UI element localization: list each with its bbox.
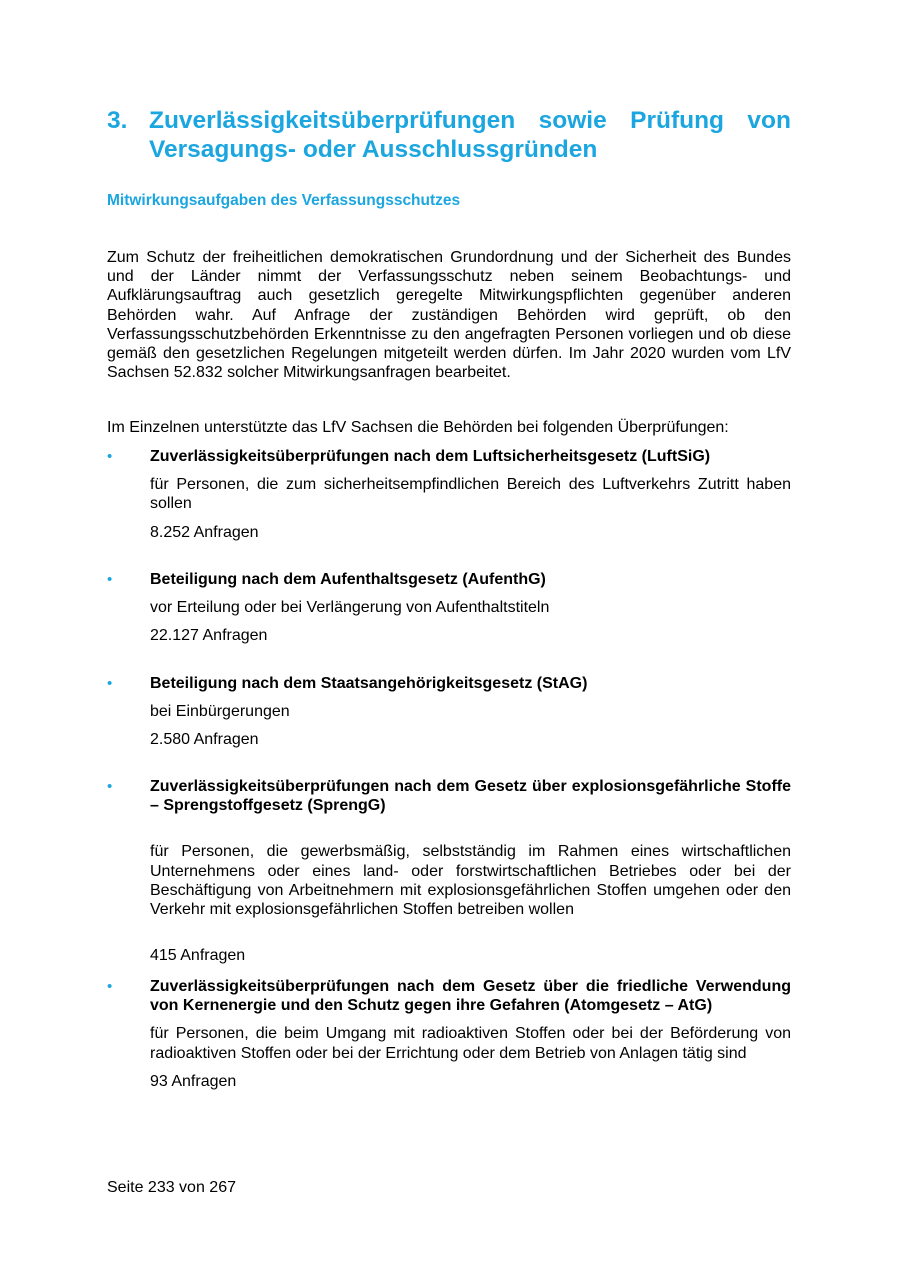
page-number-footer: Seite 233 von 267 bbox=[107, 1179, 236, 1196]
section-heading bbox=[107, 106, 791, 164]
lead-paragraph: Im Einzelnen unterstützte das LfV Sachsen die Behörden bei folgenden Überprüfungen: bbox=[107, 419, 729, 436]
item-title: Zuverlässigkeitsüberprüfungen nach dem Luftsicherheitsgesetz (LuftSiG) bbox=[150, 448, 711, 465]
item-title: Zuverlässigkeitsüberprüfungen nach dem Gesetz über die friedliche Verwendung von Kernenergie und den Schutz gegen ihre Gefahren (Atomgesetz – AtG) bbox=[150, 978, 791, 1015]
intro-paragraph: Zum Schutz der freiheitlichen demokratischen Grundordnung und der Sicherheit des Bundes und der Länder nimmt der Verfassungsschutz neben seinem Beobachtungs- und Aufklärungsauftrag auch gesetzlich geregelte Mitwirkungspflichten gegenüber anderen Behörden wahr. Auf Anfrage der zuständigen Behörden wird geprüft, ob den Verfassungsschutzbehörden Erkenntnisse zu den angefragten Personen vorliegen und ob diese gemäß den gesetzlichen Regelungen mitgeteilt werden dürfen. Im Jahr 2020 wurden vom LfV Sachsen 52.832 solcher Mitwirkungsanfragen bearbeitet. bbox=[107, 249, 791, 382]
subheading: Mitwirkungsaufgaben des Verfassungsschutzes bbox=[107, 192, 461, 209]
item-title: Beteiligung nach dem Staatsangehörigkeitsgesetz (StAG) bbox=[150, 675, 588, 692]
item-title: Zuverlässigkeitsüberprüfungen nach dem Gesetz über explosionsgefährliche Stoffe – Sprengstoffgesetz (SprengG) bbox=[150, 778, 791, 815]
bullet-icon: • bbox=[107, 675, 113, 692]
section-number: 3. bbox=[107, 107, 128, 134]
bullet-icon: • bbox=[107, 978, 113, 995]
list-item-luftsig bbox=[107, 447, 791, 542]
item-count: 2.580 Anfragen bbox=[150, 731, 259, 749]
bullet-icon: • bbox=[107, 448, 113, 465]
item-description: für Personen, die zum sicherheitsempfindlichen Bereich des Luftverkehrs Zutritt haben sollen bbox=[150, 476, 791, 513]
list-item-atg bbox=[107, 977, 791, 1091]
item-count: 8.252 Anfragen bbox=[150, 523, 259, 541]
list-item-sprengg bbox=[107, 777, 791, 965]
section-title: Zuverlässigkeitsüberprüfungen sowie Prüfung von Versagungs- oder Ausschlussgründen bbox=[149, 107, 791, 163]
list-item-stag bbox=[107, 674, 791, 750]
item-description: vor Erteilung oder bei Verlängerung von Aufenthaltstiteln bbox=[150, 599, 550, 617]
item-count: 415 Anfragen bbox=[150, 947, 246, 965]
item-title: Beteiligung nach dem Aufenthaltsgesetz (AufenthG) bbox=[150, 571, 546, 588]
item-count: 93 Anfragen bbox=[150, 1072, 237, 1090]
item-count: 22.127 Anfragen bbox=[150, 627, 268, 645]
list-item-aufenthg bbox=[107, 570, 791, 646]
item-description: für Personen, die beim Umgang mit radioaktiven Stoffen oder bei der Beförderung von radioaktiven Stoffen oder bei der Errichtung oder dem Betrieb von Anlagen tätig sind bbox=[150, 1025, 791, 1062]
bullet-icon: • bbox=[107, 778, 113, 795]
item-description: bei Einbürgerungen bbox=[150, 703, 290, 721]
bullet-icon: • bbox=[107, 571, 113, 588]
item-description: für Personen, die gewerbsmäßig, selbstständig im Rahmen eines wirtschaftlichen Unternehmens oder eines land- oder forstwirtschaftlichen Betriebes oder bei der Beschäftigung von Arbeitnehmern mit explosionsgefährlichen Stoffen umgehen oder den Verkehr mit explosionsgefährlichen Stoffen betreiben wollen bbox=[150, 843, 791, 919]
